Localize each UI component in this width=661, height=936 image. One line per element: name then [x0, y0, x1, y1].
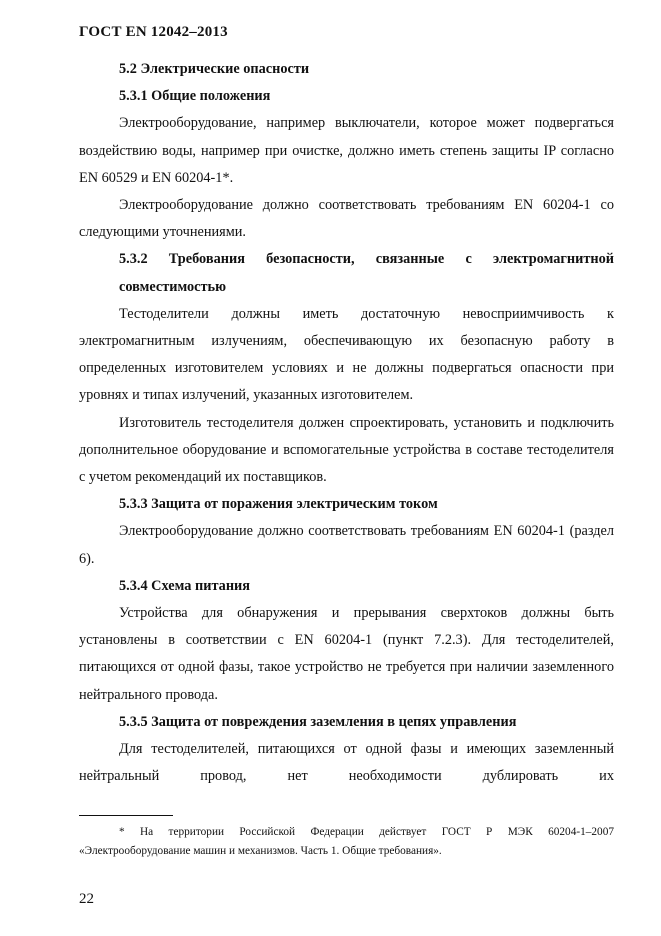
section-5-3-5-heading: 5.3.5 Защита от повреждения заземления в цепях управления [119, 713, 517, 730]
footnote-separator [79, 815, 173, 816]
document-body [79, 56, 614, 790]
section-5-3-1-paragraph-2: Электрооборудование должно соответствовать требованиям EN 60204-1 со следующими уточнениями. [79, 197, 614, 241]
section-5-3-2-paragraph-1: Тестоделители должны иметь достаточную невосприимчивость к электромагнитным излучениям, обеспечивающую их безопасную работу в определенных изготовителем условиях и не должны подвергаться опасности при уровнях и типах излучений, указанных изготовителем. [79, 305, 614, 404]
section-5-3-1-heading: 5.3.1 Общие положения [119, 88, 271, 105]
section-5-2-heading: 5.2 Электрические опасности [119, 61, 310, 77]
footnote-text: * На территории Российской Федерации действует ГОСТ Р МЭК 60204-1–2007 «Электрооборудование машин и механизмов. Часть 1. Общие требования». [79, 826, 614, 857]
section-5-3-3-heading: 5.3.3 Защита от поражения электрическим током [119, 496, 438, 513]
section-5-3-1-paragraph-1: Электрооборудование, например выключатели, которое может подвергаться воздействию воды, например при очистке, должно иметь степень защиты IP согласно EN 60529 и EN 60204-1*. [79, 115, 614, 186]
section-5-3-2-heading: 5.3.2 Требования безопасности, связанные с электромагнитной совместимостью [119, 251, 614, 295]
section-5-3-3-paragraph-1: Электрооборудование должно соответствовать требованиям EN 60204-1 (раздел 6). [79, 523, 614, 567]
page-number: 22 [79, 891, 94, 907]
section-5-3-4-paragraph-1: Устройства для обнаружения и прерывания сверхтоков должны быть установлены в соответствии с EN 60204-1 (пункт 7.2.3). Для тестоделителей, питающихся от одной фазы, такое устройство не требуется при наличии заземленного нейтрального провода. [79, 605, 614, 703]
document-header: ГОСТ EN 12042–2013 [79, 24, 228, 40]
footnote [79, 823, 614, 861]
section-5-3-5-paragraph-1: Для тестоделителей, питающихся от одной фазы и имеющих заземленный нейтральный провод, нет необходимости дублировать их [79, 741, 614, 785]
section-5-3-2-paragraph-2: Изготовитель тестоделителя должен спроектировать, установить и подключить дополнительное оборудование и вспомогательные устройства в составе тестоделителя с учетом рекомендаций их поставщиков. [79, 414, 614, 486]
section-5-3-4-heading: 5.3.4 Схема питания [119, 577, 251, 594]
